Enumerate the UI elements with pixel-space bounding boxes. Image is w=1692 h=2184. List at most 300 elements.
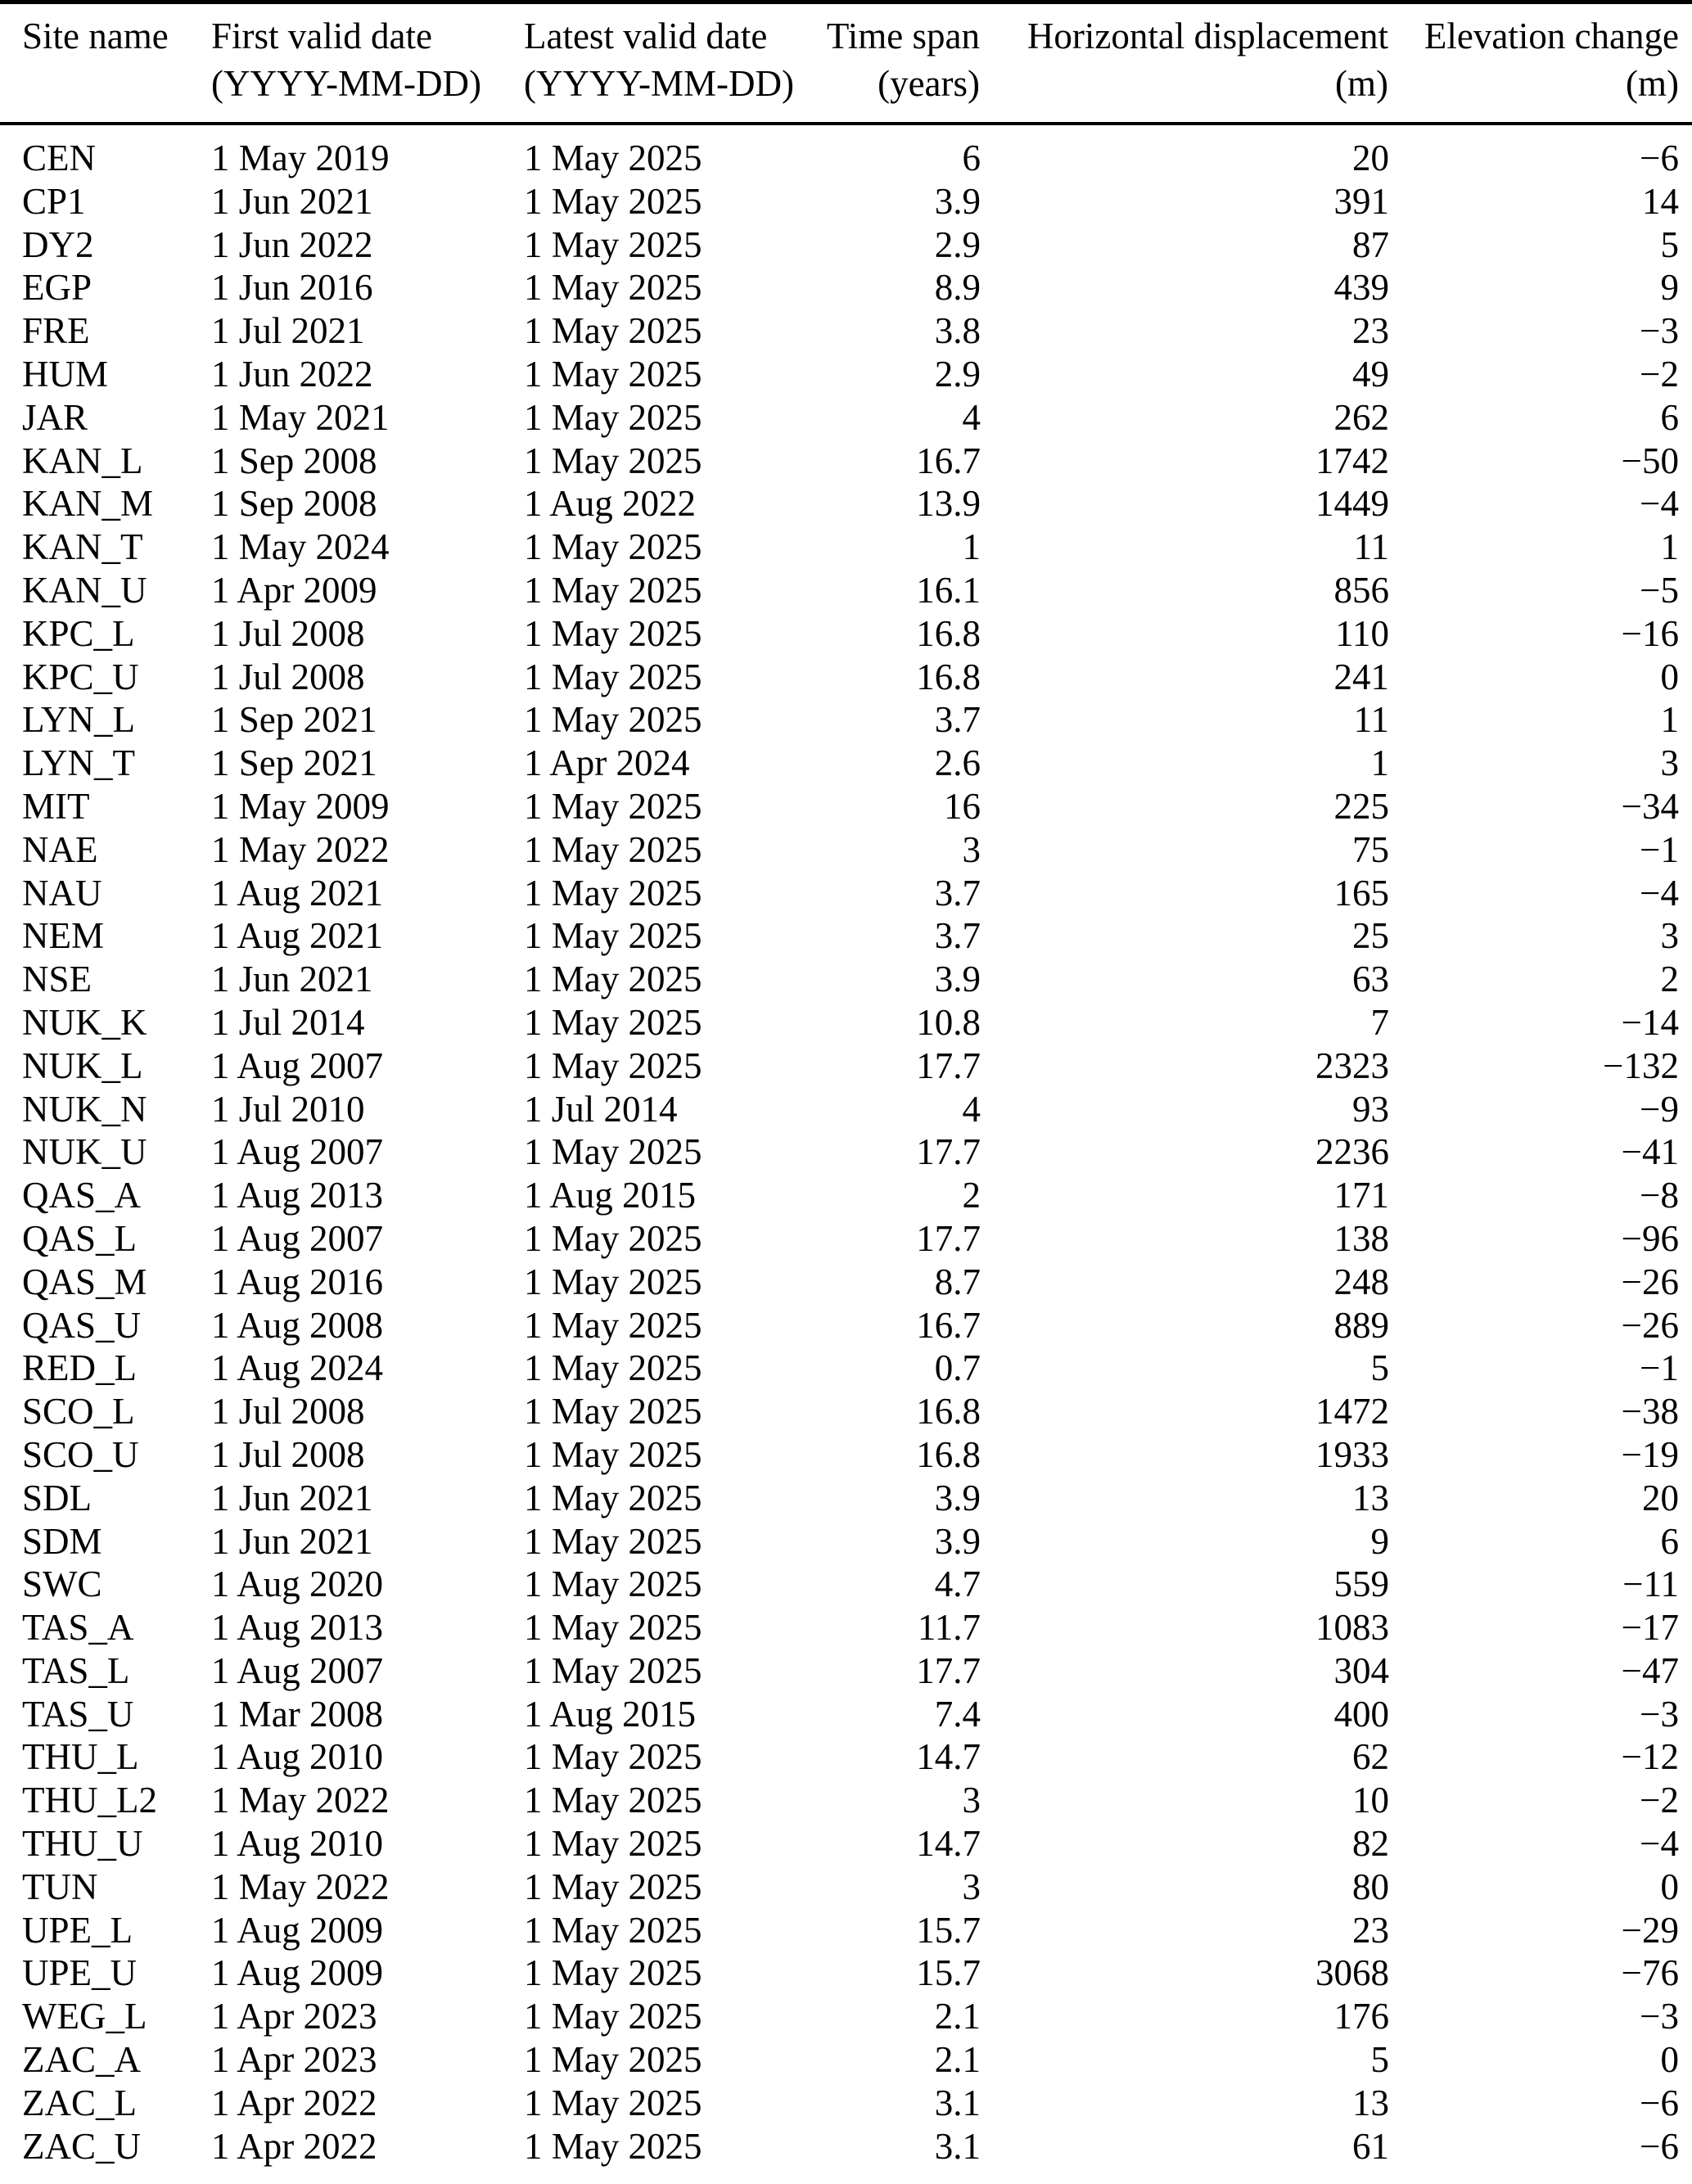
latest-valid-date-cell: 1 May 2025 bbox=[524, 569, 702, 611]
time-span-cell: 6 bbox=[962, 138, 981, 178]
horizontal-displacement-cell: 889 bbox=[1333, 1304, 1389, 1346]
latest-valid-date-cell: 1 May 2025 bbox=[524, 1866, 702, 1907]
table-row bbox=[0, 482, 1692, 526]
time-span-cell: 4 bbox=[962, 1088, 981, 1130]
latest-valid-date-cell: 1 May 2025 bbox=[524, 440, 702, 481]
site-name-cell: THU_U bbox=[22, 1823, 143, 1865]
elevation-change-cell: −76 bbox=[1621, 1952, 1679, 1994]
elevation-change-cell: −2 bbox=[1640, 1780, 1679, 1821]
horizontal-displacement-cell: 171 bbox=[1333, 1175, 1389, 1216]
elevation-change-cell: 14 bbox=[1642, 180, 1679, 222]
table-row bbox=[0, 1649, 1692, 1693]
time-span-cell: 8.7 bbox=[934, 1261, 981, 1302]
table-row bbox=[0, 2082, 1692, 2125]
first-valid-date-cell: 1 May 2021 bbox=[211, 396, 390, 438]
latest-valid-date-cell: 1 May 2025 bbox=[524, 1823, 702, 1865]
latest-valid-date-cell: 1 May 2025 bbox=[524, 1261, 702, 1302]
site-name-cell: ZAC_L bbox=[22, 2082, 137, 2123]
col-header-unit: (years) bbox=[878, 63, 980, 104]
time-span-cell: 3.8 bbox=[934, 310, 981, 352]
horizontal-displacement-cell: 391 bbox=[1333, 180, 1389, 222]
first-valid-date-cell: 1 Sep 2008 bbox=[211, 440, 377, 481]
elevation-change-cell: −96 bbox=[1621, 1217, 1679, 1259]
time-span-cell: 16.8 bbox=[916, 612, 981, 654]
latest-valid-date-cell: 1 May 2025 bbox=[524, 1433, 702, 1475]
latest-valid-date-cell: 1 Jul 2014 bbox=[524, 1088, 678, 1130]
site-name-cell: CEN bbox=[22, 138, 96, 178]
latest-valid-date-cell: 1 May 2025 bbox=[524, 1736, 702, 1778]
first-valid-date-cell: 1 Jul 2010 bbox=[211, 1088, 365, 1130]
time-span-cell: 4.7 bbox=[934, 1564, 981, 1605]
site-name-cell: NEM bbox=[22, 915, 104, 957]
latest-valid-date-cell: 1 May 2025 bbox=[524, 656, 702, 697]
horizontal-displacement-cell: 304 bbox=[1333, 1649, 1389, 1691]
site-name-cell: RED_L bbox=[22, 1347, 137, 1389]
site-name-cell: TUN bbox=[22, 1866, 98, 1907]
table-row bbox=[0, 1735, 1692, 1779]
time-span-cell: 11.7 bbox=[917, 1607, 981, 1649]
table-row bbox=[0, 2038, 1692, 2082]
site-name-cell: SCO_U bbox=[22, 1433, 139, 1475]
latest-valid-date-cell: 1 May 2025 bbox=[524, 2039, 702, 2081]
table-row bbox=[0, 526, 1692, 569]
site-name-cell: UPE_L bbox=[22, 1909, 133, 1951]
time-span-cell: 16.8 bbox=[916, 1391, 981, 1433]
time-span-cell: 3 bbox=[962, 1780, 981, 1821]
first-valid-date-cell: 1 Jul 2021 bbox=[211, 310, 365, 352]
latest-valid-date-cell: 1 May 2025 bbox=[524, 1347, 702, 1389]
time-span-cell: 3 bbox=[962, 1866, 981, 1907]
first-valid-date-cell: 1 Jul 2008 bbox=[211, 1433, 365, 1475]
time-span-cell: 17.7 bbox=[916, 1045, 981, 1086]
time-span-cell: 2.9 bbox=[934, 223, 981, 265]
elevation-change-cell: 20 bbox=[1642, 1477, 1679, 1518]
site-name-cell: HUM bbox=[22, 353, 109, 395]
site-name-cell: FRE bbox=[22, 310, 90, 352]
latest-valid-date-cell: 1 Aug 2022 bbox=[524, 483, 697, 525]
elevation-change-cell: −12 bbox=[1621, 1736, 1679, 1778]
col-header-first-valid-date bbox=[205, 2, 517, 124]
time-span-cell: 16.8 bbox=[916, 656, 981, 697]
first-valid-date-cell: 1 Aug 2016 bbox=[211, 1261, 384, 1302]
time-span-cell: 16.7 bbox=[916, 440, 981, 481]
site-name-cell: ZAC_A bbox=[22, 2039, 141, 2081]
horizontal-displacement-cell: 25 bbox=[1352, 915, 1389, 957]
horizontal-displacement-cell: 138 bbox=[1333, 1217, 1389, 1259]
time-span-cell: 3.7 bbox=[934, 915, 981, 957]
elevation-change-cell: 9 bbox=[1660, 267, 1679, 309]
first-valid-date-cell: 1 Jun 2022 bbox=[211, 223, 373, 265]
first-valid-date-cell: 1 May 2022 bbox=[211, 828, 390, 870]
elevation-change-cell: 3 bbox=[1660, 742, 1679, 784]
time-span-cell: 16.7 bbox=[916, 1304, 981, 1346]
time-span-cell: 7.4 bbox=[934, 1693, 981, 1735]
elevation-change-cell: 6 bbox=[1660, 1520, 1679, 1562]
table-row bbox=[0, 1520, 1692, 1564]
latest-valid-date-cell: 1 May 2025 bbox=[524, 828, 702, 870]
latest-valid-date-cell: 1 May 2025 bbox=[524, 1996, 702, 2037]
col-header-label: Elevation change bbox=[1424, 16, 1679, 56]
elevation-change-cell: 0 bbox=[1660, 1866, 1679, 1907]
site-name-cell: KAN_U bbox=[22, 569, 147, 611]
elevation-change-cell: 3 bbox=[1660, 915, 1679, 957]
horizontal-displacement-cell: 1 bbox=[1370, 742, 1389, 784]
elevation-change-cell: −6 bbox=[1640, 2125, 1679, 2167]
site-name-cell: MIT bbox=[22, 785, 90, 827]
time-span-cell: 14.7 bbox=[916, 1736, 981, 1778]
time-span-cell: 3.7 bbox=[934, 872, 981, 914]
horizontal-displacement-cell: 241 bbox=[1333, 656, 1389, 697]
first-valid-date-cell: 1 Aug 2013 bbox=[211, 1175, 384, 1216]
table-row bbox=[0, 872, 1692, 915]
table-row bbox=[0, 1606, 1692, 1649]
latest-valid-date-cell: 1 May 2025 bbox=[524, 1780, 702, 1821]
site-name-cell: WEG_L bbox=[22, 1996, 147, 2037]
horizontal-displacement-cell: 262 bbox=[1333, 396, 1389, 438]
elevation-change-cell: −34 bbox=[1621, 785, 1679, 827]
site-name-cell: QAS_L bbox=[22, 1217, 138, 1259]
time-span-cell: 17.7 bbox=[916, 1217, 981, 1259]
latest-valid-date-cell: 1 May 2025 bbox=[524, 1304, 702, 1346]
first-valid-date-cell: 1 Aug 2021 bbox=[211, 872, 384, 914]
horizontal-displacement-cell: 87 bbox=[1352, 223, 1389, 265]
elevation-change-cell: −6 bbox=[1640, 2082, 1679, 2123]
time-span-cell: 17.7 bbox=[916, 1131, 981, 1173]
elevation-change-cell: −6 bbox=[1640, 138, 1679, 178]
time-span-cell: 2.1 bbox=[934, 2039, 981, 2081]
table-row bbox=[0, 1001, 1692, 1045]
first-valid-date-cell: 1 Apr 2023 bbox=[211, 2039, 377, 2081]
first-valid-date-cell: 1 Jul 2008 bbox=[211, 1391, 365, 1433]
elevation-change-cell: 5 bbox=[1660, 223, 1679, 265]
elevation-change-cell: −4 bbox=[1640, 872, 1679, 914]
elevation-change-cell: 1 bbox=[1660, 526, 1679, 568]
first-valid-date-cell: 1 Apr 2023 bbox=[211, 1996, 377, 2037]
elevation-change-cell: 0 bbox=[1660, 2039, 1679, 2081]
time-span-cell: 3.7 bbox=[934, 699, 981, 741]
table-row bbox=[0, 1174, 1692, 1217]
site-name-cell: NUK_L bbox=[22, 1045, 143, 1086]
time-span-cell: 3.9 bbox=[934, 1520, 981, 1562]
horizontal-displacement-cell: 165 bbox=[1333, 872, 1389, 914]
latest-valid-date-cell: 1 May 2025 bbox=[524, 1564, 702, 1605]
col-header-elevation-change bbox=[1389, 2, 1692, 124]
header-row bbox=[0, 2, 1692, 124]
col-header-label: Site name bbox=[22, 16, 169, 56]
horizontal-displacement-cell: 9 bbox=[1370, 1520, 1389, 1562]
horizontal-displacement-cell: 1083 bbox=[1315, 1607, 1389, 1649]
time-span-cell: 0.7 bbox=[934, 1347, 981, 1389]
time-span-cell: 3 bbox=[962, 828, 981, 870]
time-span-cell: 8.9 bbox=[934, 267, 981, 309]
elevation-change-cell: −2 bbox=[1640, 353, 1679, 395]
horizontal-displacement-cell: 7 bbox=[1370, 1001, 1389, 1043]
site-name-cell: KAN_M bbox=[22, 483, 154, 525]
first-valid-date-cell: 1 Aug 2009 bbox=[211, 1909, 384, 1951]
table-body bbox=[0, 124, 1692, 2184]
first-valid-date-cell: 1 Aug 2007 bbox=[211, 1131, 384, 1173]
table-row bbox=[0, 223, 1692, 267]
time-span-cell: 4 bbox=[962, 396, 981, 438]
col-header-unit: (m) bbox=[1626, 63, 1679, 104]
table-row bbox=[0, 1909, 1692, 1952]
col-header-unit: (YYYY-MM-DD) bbox=[524, 63, 794, 104]
table-row bbox=[0, 1304, 1692, 1347]
elevation-change-cell: −8 bbox=[1640, 1175, 1679, 1216]
first-valid-date-cell: 1 May 2019 bbox=[211, 138, 390, 178]
latest-valid-date-cell: 1 May 2025 bbox=[524, 1391, 702, 1433]
site-name-cell: JAR bbox=[22, 396, 88, 438]
latest-valid-date-cell: 1 Aug 2015 bbox=[524, 1175, 697, 1216]
horizontal-displacement-cell: 1742 bbox=[1315, 440, 1389, 481]
table-row bbox=[0, 828, 1692, 872]
table-row bbox=[0, 958, 1692, 1001]
site-name-cell: THU_L2 bbox=[22, 1780, 157, 1821]
horizontal-displacement-cell: 75 bbox=[1352, 828, 1389, 870]
site-name-cell: QAS_M bbox=[22, 1261, 147, 1302]
col-header-label: Time span bbox=[826, 16, 980, 56]
horizontal-displacement-cell: 1472 bbox=[1315, 1391, 1389, 1433]
table-row bbox=[0, 1261, 1692, 1304]
horizontal-displacement-cell: 110 bbox=[1335, 612, 1389, 654]
time-span-cell: 2.1 bbox=[934, 1996, 981, 2037]
table-row bbox=[0, 1088, 1692, 1131]
table-row bbox=[0, 396, 1692, 440]
table-row bbox=[0, 440, 1692, 483]
elevation-change-cell: −11 bbox=[1622, 1564, 1679, 1605]
elevation-change-cell: −1 bbox=[1640, 1347, 1679, 1389]
table-row bbox=[0, 698, 1692, 742]
first-valid-date-cell: 1 Aug 2007 bbox=[211, 1045, 384, 1086]
elevation-change-cell: −47 bbox=[1621, 1649, 1679, 1691]
horizontal-displacement-cell: 23 bbox=[1352, 310, 1389, 352]
col-header-unit: (m) bbox=[1335, 63, 1388, 104]
horizontal-displacement-cell: 225 bbox=[1333, 785, 1389, 827]
table-row bbox=[0, 1563, 1692, 1606]
horizontal-displacement-cell: 2323 bbox=[1315, 1045, 1389, 1086]
latest-valid-date-cell: 1 May 2025 bbox=[524, 1607, 702, 1649]
table-row bbox=[0, 1477, 1692, 1520]
time-span-cell: 1 bbox=[962, 526, 981, 568]
latest-valid-date-cell: 1 May 2025 bbox=[524, 1520, 702, 1562]
horizontal-displacement-cell: 3068 bbox=[1315, 1952, 1389, 1994]
elevation-change-cell: 6 bbox=[1660, 396, 1679, 438]
table-row bbox=[0, 266, 1692, 309]
site-name-cell: NUK_N bbox=[22, 1088, 147, 1130]
first-valid-date-cell: 1 Aug 2024 bbox=[211, 1347, 384, 1389]
table-row bbox=[0, 1347, 1692, 1390]
horizontal-displacement-cell: 80 bbox=[1352, 1866, 1389, 1907]
first-valid-date-cell: 1 Jun 2021 bbox=[211, 959, 373, 1000]
horizontal-displacement-cell: 13 bbox=[1352, 1477, 1389, 1518]
time-span-cell: 13.9 bbox=[916, 483, 981, 525]
elevation-change-cell: −14 bbox=[1621, 1001, 1679, 1043]
latest-valid-date-cell: 1 May 2025 bbox=[524, 1909, 702, 1951]
table-row bbox=[0, 1866, 1692, 1909]
horizontal-displacement-cell: 5 bbox=[1370, 2039, 1389, 2081]
latest-valid-date-cell: 1 May 2025 bbox=[524, 223, 702, 265]
site-name-cell: SDM bbox=[22, 1520, 102, 1562]
table-row bbox=[0, 1433, 1692, 1477]
site-name-cell: TAS_U bbox=[22, 1693, 134, 1735]
site-name-cell: SWC bbox=[22, 1564, 102, 1605]
first-valid-date-cell: 1 Apr 2022 bbox=[211, 2082, 377, 2123]
first-valid-date-cell: 1 Jun 2021 bbox=[211, 180, 373, 222]
latest-valid-date-cell: 1 May 2025 bbox=[524, 785, 702, 827]
time-span-cell: 3.9 bbox=[934, 959, 981, 1000]
col-header-label: Latest valid date bbox=[524, 16, 768, 56]
site-name-cell: TAS_L bbox=[22, 1649, 130, 1691]
horizontal-displacement-cell: 856 bbox=[1333, 569, 1389, 611]
table-row bbox=[0, 1693, 1692, 1736]
table-row bbox=[0, 353, 1692, 396]
table-row bbox=[0, 1822, 1692, 1866]
table-row bbox=[0, 1779, 1692, 1822]
latest-valid-date-cell: 1 May 2025 bbox=[524, 396, 702, 438]
latest-valid-date-cell: 1 May 2025 bbox=[524, 310, 702, 352]
time-span-cell: 15.7 bbox=[916, 1909, 981, 1951]
elevation-change-cell: −16 bbox=[1621, 612, 1679, 654]
col-header-label: Horizontal displacement bbox=[1026, 16, 1388, 56]
site-name-cell: NUK_U bbox=[22, 1131, 147, 1173]
latest-valid-date-cell: 1 May 2025 bbox=[524, 1649, 702, 1691]
table-row bbox=[0, 914, 1692, 958]
site-name-cell: KPC_U bbox=[22, 656, 139, 697]
first-valid-date-cell: 1 Jun 2021 bbox=[211, 1520, 373, 1562]
elevation-change-cell: −3 bbox=[1640, 310, 1679, 352]
table-row bbox=[0, 785, 1692, 828]
time-span-cell: 16 bbox=[944, 785, 981, 827]
time-span-cell: 3.9 bbox=[934, 180, 981, 222]
latest-valid-date-cell: 1 May 2025 bbox=[524, 959, 702, 1000]
first-valid-date-cell: 1 Aug 2007 bbox=[211, 1649, 384, 1691]
horizontal-displacement-cell: 439 bbox=[1333, 267, 1389, 309]
latest-valid-date-cell: 1 May 2025 bbox=[524, 1952, 702, 1994]
table-row bbox=[0, 1217, 1692, 1261]
first-valid-date-cell: 1 May 2024 bbox=[211, 526, 390, 568]
site-name-cell: LYN_L bbox=[22, 699, 135, 741]
elevation-change-cell: −4 bbox=[1640, 1823, 1679, 1865]
col-header-site-name bbox=[0, 2, 205, 124]
time-span-cell: 16.8 bbox=[916, 1433, 981, 1475]
elevation-change-cell: −17 bbox=[1621, 1607, 1679, 1649]
horizontal-displacement-cell: 248 bbox=[1333, 1261, 1389, 1302]
site-name-cell: ZAC_U bbox=[22, 2125, 141, 2167]
horizontal-displacement-cell: 62 bbox=[1352, 1736, 1389, 1778]
site-name-cell: QAS_U bbox=[22, 1304, 142, 1346]
first-valid-date-cell: 1 Aug 2020 bbox=[211, 1564, 384, 1605]
horizontal-displacement-cell: 5 bbox=[1370, 1347, 1389, 1389]
time-span-cell: 10.8 bbox=[916, 1001, 981, 1043]
elevation-change-cell: −3 bbox=[1640, 1693, 1679, 1735]
table-row bbox=[0, 1045, 1692, 1088]
latest-valid-date-cell: 1 May 2025 bbox=[524, 267, 702, 309]
site-name-cell: TAS_A bbox=[22, 1607, 134, 1649]
first-valid-date-cell: 1 Jul 2008 bbox=[211, 656, 365, 697]
elevation-change-cell: −5 bbox=[1640, 569, 1679, 611]
latest-valid-date-cell: 1 May 2025 bbox=[524, 138, 702, 178]
table-row bbox=[0, 1390, 1692, 1433]
latest-valid-date-cell: 1 May 2025 bbox=[524, 1045, 702, 1086]
col-header-horizontal-displacement bbox=[981, 2, 1389, 124]
horizontal-displacement-cell: 1933 bbox=[1315, 1433, 1389, 1475]
elevation-change-cell: −29 bbox=[1621, 1909, 1679, 1951]
latest-valid-date-cell: 1 May 2025 bbox=[524, 872, 702, 914]
site-name-cell: KAN_T bbox=[22, 526, 143, 568]
time-span-cell: 3.1 bbox=[934, 2082, 981, 2123]
site-name-cell: NAE bbox=[22, 828, 98, 870]
first-valid-date-cell: 1 May 2022 bbox=[211, 1780, 390, 1821]
horizontal-displacement-cell: 23 bbox=[1352, 1909, 1389, 1951]
elevation-change-cell: −41 bbox=[1621, 1131, 1679, 1173]
elevation-change-cell: −26 bbox=[1621, 1261, 1679, 1302]
time-span-cell: 16.1 bbox=[916, 569, 981, 611]
first-valid-date-cell: 1 Jul 2014 bbox=[211, 1001, 365, 1043]
latest-valid-date-cell: 1 Apr 2024 bbox=[524, 742, 690, 784]
latest-valid-date-cell: 1 May 2025 bbox=[524, 1477, 702, 1518]
first-valid-date-cell: 1 Aug 2009 bbox=[211, 1952, 384, 1994]
elevation-change-cell: 1 bbox=[1660, 699, 1679, 741]
col-header-label: First valid date bbox=[211, 16, 432, 56]
latest-valid-date-cell: 1 May 2025 bbox=[524, 180, 702, 222]
horizontal-displacement-cell: 559 bbox=[1333, 1564, 1389, 1605]
elevation-change-cell: −1 bbox=[1640, 828, 1679, 870]
horizontal-displacement-cell: 93 bbox=[1352, 1088, 1389, 1130]
table-row bbox=[0, 2125, 1692, 2184]
elevation-change-cell: −26 bbox=[1621, 1304, 1679, 1346]
table-row bbox=[0, 309, 1692, 353]
elevation-change-cell: −3 bbox=[1640, 1996, 1679, 2037]
site-name-cell: QAS_A bbox=[22, 1175, 142, 1216]
first-valid-date-cell: 1 Apr 2022 bbox=[211, 2125, 377, 2167]
site-name-cell: UPE_U bbox=[22, 1952, 138, 1994]
first-valid-date-cell: 1 Sep 2021 bbox=[211, 742, 377, 784]
elevation-change-cell: −50 bbox=[1621, 440, 1679, 481]
latest-valid-date-cell: 1 May 2025 bbox=[524, 699, 702, 741]
horizontal-displacement-cell: 20 bbox=[1352, 138, 1389, 178]
latest-valid-date-cell: 1 May 2025 bbox=[524, 2125, 702, 2167]
latest-valid-date-cell: 1 May 2025 bbox=[524, 1217, 702, 1259]
time-span-cell: 17.7 bbox=[916, 1649, 981, 1691]
first-valid-date-cell: 1 Aug 2007 bbox=[211, 1217, 384, 1259]
first-valid-date-cell: 1 Sep 2008 bbox=[211, 483, 377, 525]
table-row bbox=[0, 569, 1692, 612]
elevation-change-cell: −132 bbox=[1603, 1045, 1679, 1086]
latest-valid-date-cell: 1 May 2025 bbox=[524, 353, 702, 395]
time-span-cell: 2 bbox=[962, 1175, 981, 1216]
table-row bbox=[0, 1952, 1692, 1995]
latest-valid-date-cell: 1 May 2025 bbox=[524, 1001, 702, 1043]
table-row bbox=[0, 742, 1692, 785]
time-span-cell: 2.6 bbox=[934, 742, 981, 784]
first-valid-date-cell: 1 Sep 2021 bbox=[211, 699, 377, 741]
site-name-cell: CP1 bbox=[22, 180, 86, 222]
table-row bbox=[0, 1130, 1692, 1174]
table-row bbox=[0, 180, 1692, 223]
time-span-cell: 3.1 bbox=[934, 2125, 981, 2167]
latest-valid-date-cell: 1 May 2025 bbox=[524, 915, 702, 957]
first-valid-date-cell: 1 Jun 2022 bbox=[211, 353, 373, 395]
table-header bbox=[0, 2, 1692, 124]
elevation-change-cell: 2 bbox=[1660, 959, 1679, 1000]
first-valid-date-cell: 1 Aug 2013 bbox=[211, 1607, 384, 1649]
horizontal-displacement-cell: 11 bbox=[1353, 699, 1389, 741]
site-name-cell: SCO_L bbox=[22, 1391, 135, 1433]
first-valid-date-cell: 1 Aug 2010 bbox=[211, 1823, 384, 1865]
first-valid-date-cell: 1 Jun 2021 bbox=[211, 1477, 373, 1518]
site-name-cell: NAU bbox=[22, 872, 102, 914]
col-header-unit: (YYYY-MM-DD) bbox=[211, 63, 481, 104]
